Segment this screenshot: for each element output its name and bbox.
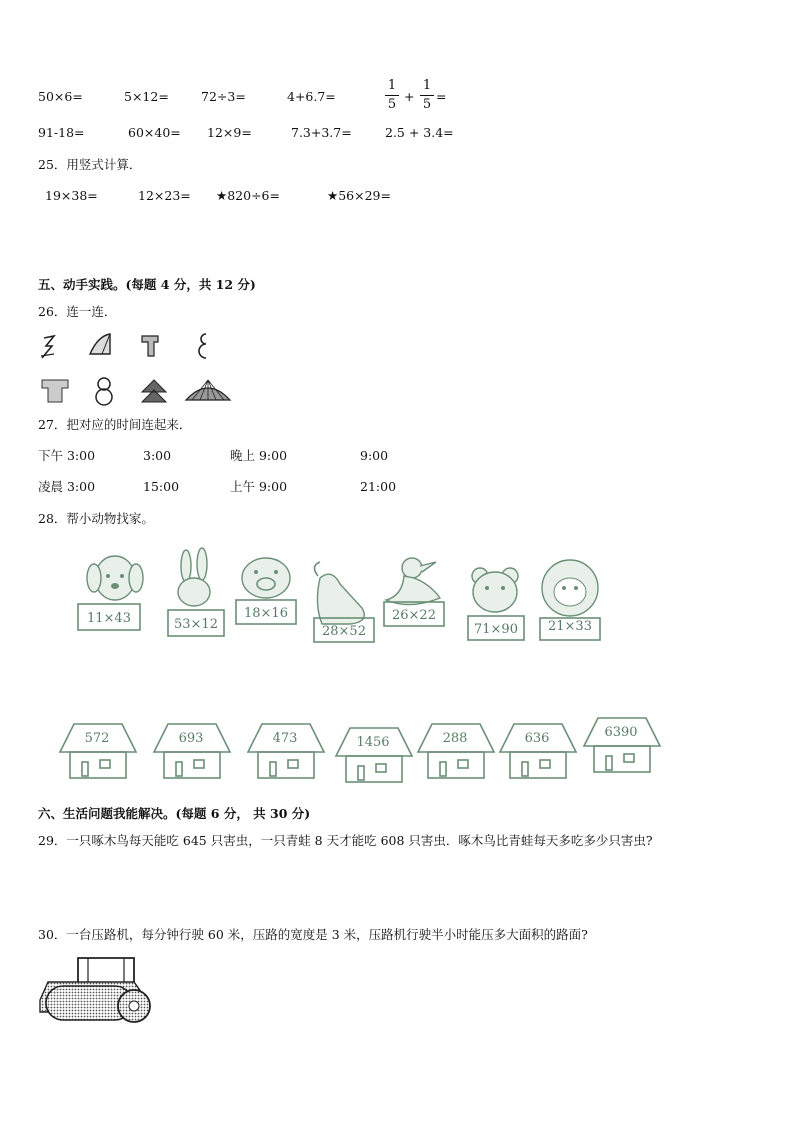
house-number-4: 1456 bbox=[356, 735, 390, 750]
expr-60x40: 60×40= bbox=[128, 125, 181, 140]
q29-text: 29．一只啄木鸟每天能吃 645 只害虫，一只青蛙 8 天才能吃 608 只害虫．啄木鸟比青蛙每天多吃多少只害虫? bbox=[38, 833, 653, 848]
q25-item-3: ★820÷6= bbox=[216, 188, 280, 203]
q27-r2-c3: 上午 9:00 bbox=[230, 479, 288, 494]
dog-label: 11×43 bbox=[87, 611, 131, 626]
q27-r2-c4: 21:00 bbox=[360, 479, 397, 494]
equals-sign: = bbox=[436, 89, 447, 104]
q25-item-1: 19×38= bbox=[45, 188, 98, 203]
expr-4plus6-7: 4+6.7= bbox=[287, 89, 336, 104]
section-6-heading: 六、生活问题我能解决。(每题 6 分， 共 30 分) bbox=[38, 806, 311, 821]
house-number-5: 288 bbox=[442, 731, 468, 746]
q25-item-2: 12×23= bbox=[138, 188, 191, 203]
goat-icon bbox=[314, 562, 364, 624]
half-house-icon bbox=[142, 336, 158, 356]
expr-7-3plus3-7: 7.3+3.7= bbox=[291, 125, 352, 140]
q28-title: 28．帮小动物找家。 bbox=[38, 511, 154, 526]
q27-r1-c3: 晚上 9:00 bbox=[230, 448, 288, 463]
q27-r1-c4: 9:00 bbox=[360, 448, 389, 463]
pig-label: 18×16 bbox=[244, 606, 288, 621]
bear-icon bbox=[472, 568, 518, 612]
q26-title: 26．连一连． bbox=[38, 304, 117, 319]
house-number-1: 572 bbox=[84, 731, 110, 746]
expr-5x12: 5×12= bbox=[124, 89, 169, 104]
tree-icon bbox=[142, 380, 166, 402]
house-number-6: 636 bbox=[524, 731, 550, 746]
q27-r2-c2: 15:00 bbox=[143, 479, 180, 494]
q30-text: 30．一台压路机，每分钟行驶 60 米，压路的宽度是 3 米，压路机行驶半小时能压多大面积的路面? bbox=[38, 927, 588, 942]
dog-icon bbox=[87, 556, 143, 600]
q27-r1-c2: 3:00 bbox=[143, 448, 172, 463]
section-5-heading: 五、动手实践。(每题 4 分，共 12 分) bbox=[38, 277, 256, 292]
snowman-icon bbox=[96, 378, 112, 405]
house-number-2: 693 bbox=[178, 731, 204, 746]
q27-r1-c1: 下午 3:00 bbox=[38, 448, 96, 463]
house-number-3: 473 bbox=[272, 731, 298, 746]
q25-item-4: ★56×29= bbox=[327, 188, 391, 203]
expr-91minus18: 91-18= bbox=[38, 125, 85, 140]
expr-2-5plus3-4: 2.5 + 3.4= bbox=[385, 125, 454, 140]
goat-label: 28×52 bbox=[322, 624, 366, 639]
plus-sign: + bbox=[404, 89, 415, 104]
q27-title: 27．把对应的时间连起来． bbox=[38, 417, 192, 432]
q27-r2-c1: 凌晨 3:00 bbox=[38, 479, 96, 494]
fraction-1: 1 5 bbox=[385, 78, 399, 113]
expr-50x6: 50×6= bbox=[38, 89, 83, 104]
half-umbrella-icon bbox=[90, 334, 110, 354]
expr-12x9: 12×9= bbox=[207, 125, 252, 140]
house-number-7: 6390 bbox=[604, 725, 638, 740]
bear-label: 71×90 bbox=[474, 622, 518, 637]
duck-icon bbox=[386, 558, 440, 605]
umbrella-icon bbox=[186, 380, 230, 400]
rabbit-label: 53×12 bbox=[174, 617, 218, 632]
q25-title: 25．用竖式计算． bbox=[38, 157, 142, 172]
monkey-icon bbox=[542, 560, 598, 616]
rabbit-icon bbox=[178, 548, 210, 606]
q26-half-figures bbox=[38, 332, 238, 362]
half-lightning-icon bbox=[41, 336, 54, 358]
monkey-label: 21×33 bbox=[548, 619, 592, 634]
road-roller-icon bbox=[38, 952, 158, 1028]
expr-72div3: 72÷3= bbox=[201, 89, 246, 104]
house-shape-icon bbox=[42, 380, 68, 402]
duck-label: 26×22 bbox=[392, 608, 436, 623]
pig-icon bbox=[242, 558, 290, 598]
fraction-2: 1 5 bbox=[420, 78, 434, 113]
half-snowman-icon bbox=[199, 334, 206, 358]
q26-full-figures bbox=[38, 374, 238, 408]
